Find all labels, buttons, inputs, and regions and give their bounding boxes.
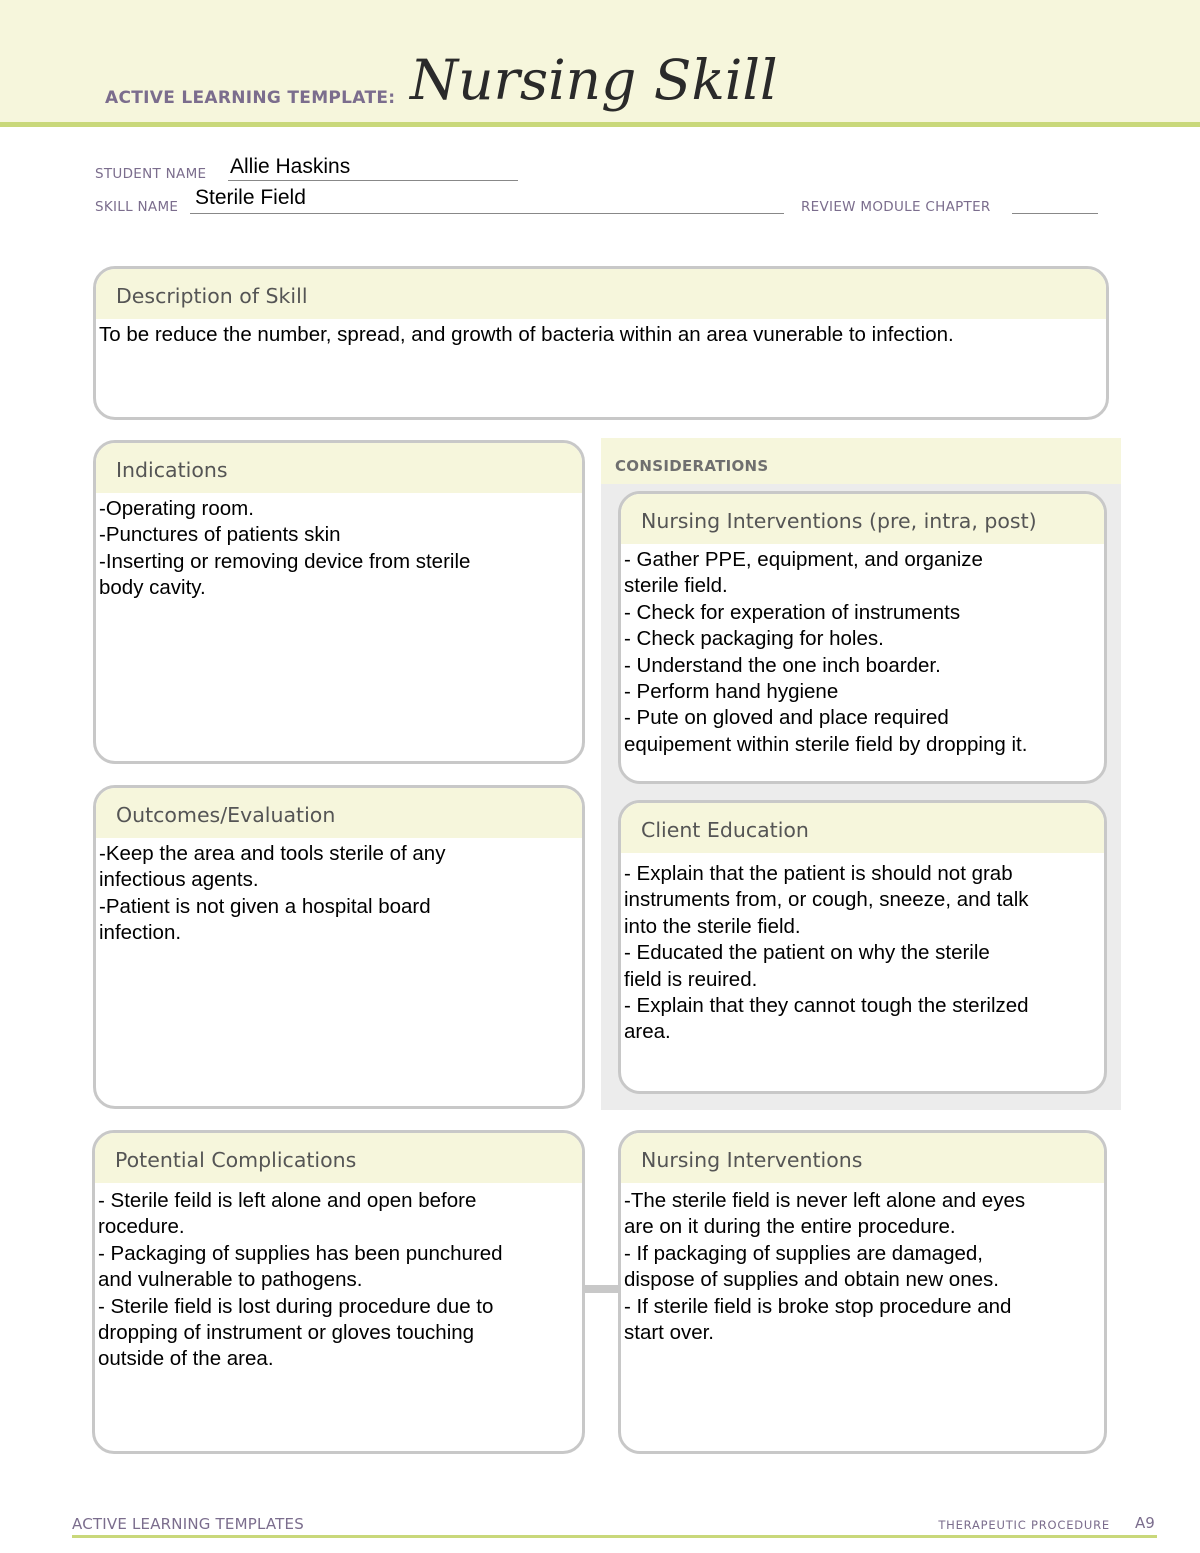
outcomes-line: infectious agents. xyxy=(99,868,259,892)
indications-line: -Operating room. xyxy=(99,497,254,520)
nursing-interventions-pip-line: - Check packaging for holes. xyxy=(624,627,884,651)
description-line: To be reduce the number, spread, and growth of bacteria within an area vunerable to infection. xyxy=(99,323,954,346)
description-body[interactable] xyxy=(96,319,1106,348)
description-title: Description of Skill xyxy=(96,269,1106,319)
nursing-interventions-pip-line: - Check for experation of instruments xyxy=(624,600,961,624)
footer-right-label: THERAPEUTIC PROCEDURE xyxy=(938,1518,1110,1532)
outcomes-title: Outcomes/Evaluation xyxy=(96,788,582,838)
skill-name-line xyxy=(190,213,784,214)
client-education-line: - Explain that they cannot tough the sterilzed xyxy=(624,994,1029,1018)
client-education-title: Client Education xyxy=(621,803,1104,853)
complications-line: outside of the area. xyxy=(98,1347,274,1371)
client-education-line: field is reuired. xyxy=(624,967,758,991)
indications-body[interactable] xyxy=(96,493,582,602)
nursing-interventions-pip-title: Nursing Interventions (pre, intra, post) xyxy=(621,494,1104,544)
complications-title: Potential Complications xyxy=(95,1133,582,1183)
complications-line: - Sterile feild is left alone and open before xyxy=(98,1189,477,1212)
footer-left-label: ACTIVE LEARNING TEMPLATES xyxy=(72,1515,304,1533)
indications-box xyxy=(93,440,585,764)
client-education-line: - Explain that the patient is should not grab xyxy=(624,862,1013,885)
complications-line: rocedure. xyxy=(98,1215,185,1239)
outcomes-line: -Patient is not given a hospital board xyxy=(99,894,431,918)
footer-page-number: A9 xyxy=(1135,1514,1155,1532)
nursing-interventions-line: - If sterile field is broke stop procedure and xyxy=(624,1294,1012,1318)
complications-line: - Sterile field is lost during procedure due to xyxy=(98,1294,494,1318)
outcomes-line: infection. xyxy=(99,921,182,945)
box-connector xyxy=(582,1285,622,1293)
header-rule xyxy=(0,122,1200,127)
nursing-interventions-pip-line: - Perform hand hygiene xyxy=(624,680,839,704)
nursing-interventions-pip-body[interactable] xyxy=(621,544,1104,758)
client-education-line: instruments from, or cough, sneeze, and talk xyxy=(624,888,1029,912)
outcomes-line: -Keep the area and tools sterile of any xyxy=(99,842,446,865)
nursing-interventions-line: start over. xyxy=(624,1321,715,1345)
review-module-label: REVIEW MODULE CHAPTER xyxy=(801,199,991,215)
complications-line: dropping of instrument or gloves touching xyxy=(98,1321,475,1345)
client-education-line: area. xyxy=(624,1020,671,1044)
considerations-label: CONSIDERATIONS xyxy=(615,457,769,475)
skill-name-field[interactable]: Sterile Field xyxy=(195,186,306,209)
nursing-interventions-pip-line: sterile field. xyxy=(624,574,728,598)
nursing-interventions-body[interactable] xyxy=(621,1183,1104,1346)
footer-rule xyxy=(72,1535,1157,1538)
template-label: ACTIVE LEARNING TEMPLATE: xyxy=(105,88,396,108)
client-education-body[interactable] xyxy=(621,853,1104,1046)
nursing-interventions-title: Nursing Interventions xyxy=(621,1133,1104,1183)
nursing-interventions-line: are on it during the entire procedure. xyxy=(624,1215,956,1239)
nursing-interventions-box xyxy=(618,1130,1107,1454)
complications-body[interactable] xyxy=(95,1183,582,1373)
outcomes-box xyxy=(93,785,585,1109)
student-name-label: STUDENT NAME xyxy=(95,166,207,182)
nursing-interventions-pip-line: - Gather PPE, equipment, and organize xyxy=(624,548,983,571)
outcomes-body[interactable] xyxy=(96,838,582,947)
indications-title: Indications xyxy=(96,443,582,493)
review-module-line xyxy=(1012,213,1098,214)
nursing-interventions-line: - If packaging of supplies are damaged, xyxy=(624,1241,983,1265)
client-education-line: - Educated the patient on why the sterile xyxy=(624,941,990,965)
nursing-interventions-line: dispose of supplies and obtain new ones. xyxy=(624,1268,999,1292)
nursing-interventions-pip-line: - Understand the one inch boarder. xyxy=(624,653,941,677)
skill-name-label: SKILL NAME xyxy=(95,199,179,215)
client-education-line: into the sterile field. xyxy=(624,914,801,938)
complications-line: - Packaging of supplies has been punchured xyxy=(98,1241,503,1265)
indications-line: -Inserting or removing device from sterile xyxy=(99,549,471,573)
nursing-interventions-pip-line: - Pute on gloved and place required xyxy=(624,706,949,730)
indications-line: body cavity. xyxy=(99,576,206,600)
client-education-box xyxy=(618,800,1107,1094)
complications-box xyxy=(92,1130,585,1454)
nursing-interventions-pip-box xyxy=(618,491,1107,784)
template-title: Nursing Skill xyxy=(410,48,778,112)
complications-line: and vulnerable to pathogens. xyxy=(98,1268,363,1292)
indications-line: -Punctures of patients skin xyxy=(99,523,341,547)
student-name-field[interactable]: Allie Haskins xyxy=(230,155,351,178)
nursing-interventions-line: -The sterile field is never left alone and eyes xyxy=(624,1189,1026,1212)
student-name-line xyxy=(228,180,518,181)
nursing-interventions-pip-line: equipement within sterile field by dropping it. xyxy=(624,732,1028,756)
description-box xyxy=(93,266,1109,420)
